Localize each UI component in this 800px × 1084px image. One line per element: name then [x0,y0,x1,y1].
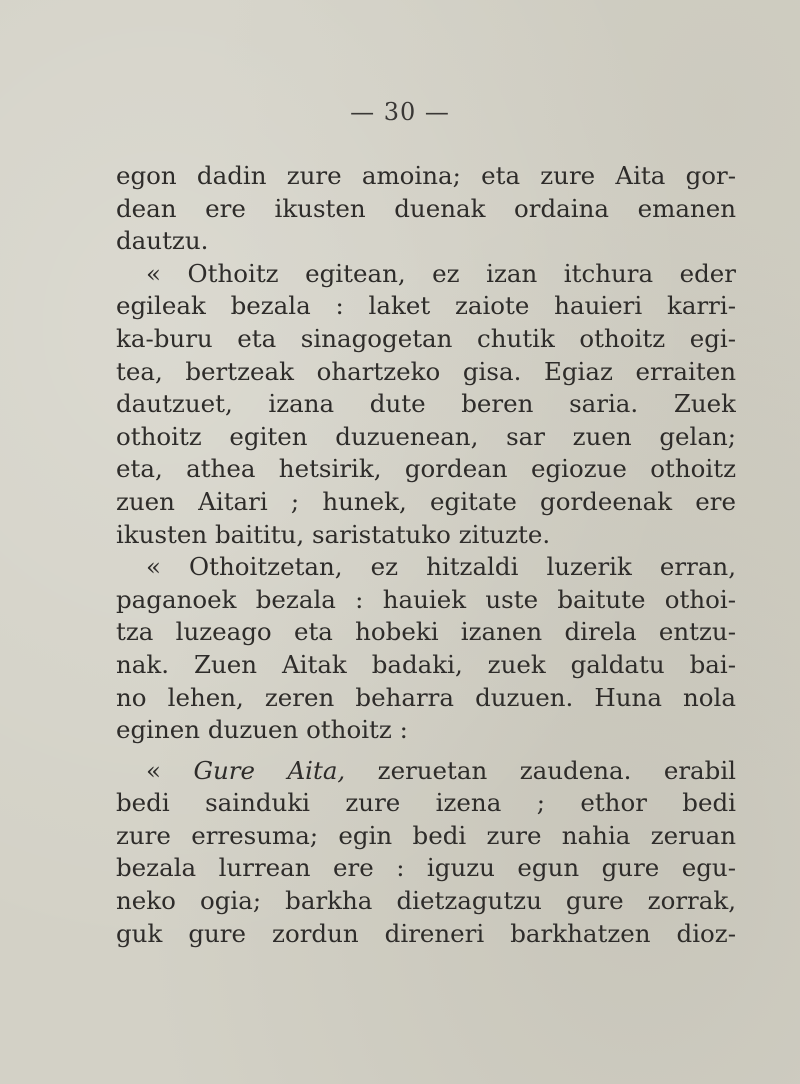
text-line: « Othoitzetan, ez hitzaldi luzerik erran, [146,552,736,582]
body-text [116,160,736,950]
text-line: bedi sainduki zure izena ; ethor bedi [116,788,736,818]
text-line: ikusten baititu, saristatuko zituzte. [116,519,551,549]
paragraph-3 [116,551,736,747]
italic-phrase: Gure Aita, [193,755,346,785]
text-line: othoitz egiten duzuenean, sar zuen gelan; [116,421,736,451]
text-line: neko ogia; barkha dietzagutzu gure zorrak, [116,886,736,916]
paragraph-1 [116,160,736,258]
text-line: « Othoitz egitean, ez izan itchura eder [146,258,736,288]
text-line: eginen duzuen othoitz : [116,715,408,745]
text-line: dautzuet, izana dute beren saria. Zuek [116,389,736,419]
text-line: eta, athea hetsirik, gordean egiozue othoitz [116,454,736,484]
paragraph-2 [116,258,736,551]
paragraph-4 [116,755,736,951]
line-rest: zeruetan zaudena. erabil [345,755,736,785]
text-line: dean ere ikusten duenak ordaina emanen [116,193,736,223]
text-line-prayer-start [116,755,736,788]
text-line: nak. Zuen Aitak badaki, zuek galdatu bai- [116,649,736,679]
text-line: zure erresuma; egin bedi zure nahia zeruan [116,820,736,850]
text-line: zuen Aitari ; hunek, egitate gordeenak ere [116,486,736,516]
page-number: — 30 — [350,98,450,126]
text-line: paganoek bezala : hauiek uste baitute othoi- [116,584,736,614]
text-line: dautzu. [116,226,209,256]
text-line: egileak bezala : laket zaiote hauieri karri- [116,291,736,321]
text-line: tea, bertzeak ohartzeko gisa. Egiaz erraiten [116,356,736,386]
text-line: ka-buru eta sinagogetan chutik othoitz egi- [116,323,736,353]
text-line: bezala lurrean ere : iguzu egun gure egu- [116,853,736,883]
quote-mark: « [146,755,194,785]
text-line: tza luzeago eta hobeki izanen direla entzu- [116,617,736,647]
text-line: guk gure zordun direneri barkhatzen dioz- [116,918,736,948]
text-line: egon dadin zure amoina; eta zure Aita gor- [116,161,736,190]
text-line: no lehen, zeren beharra duzuen. Huna nola [116,682,736,712]
